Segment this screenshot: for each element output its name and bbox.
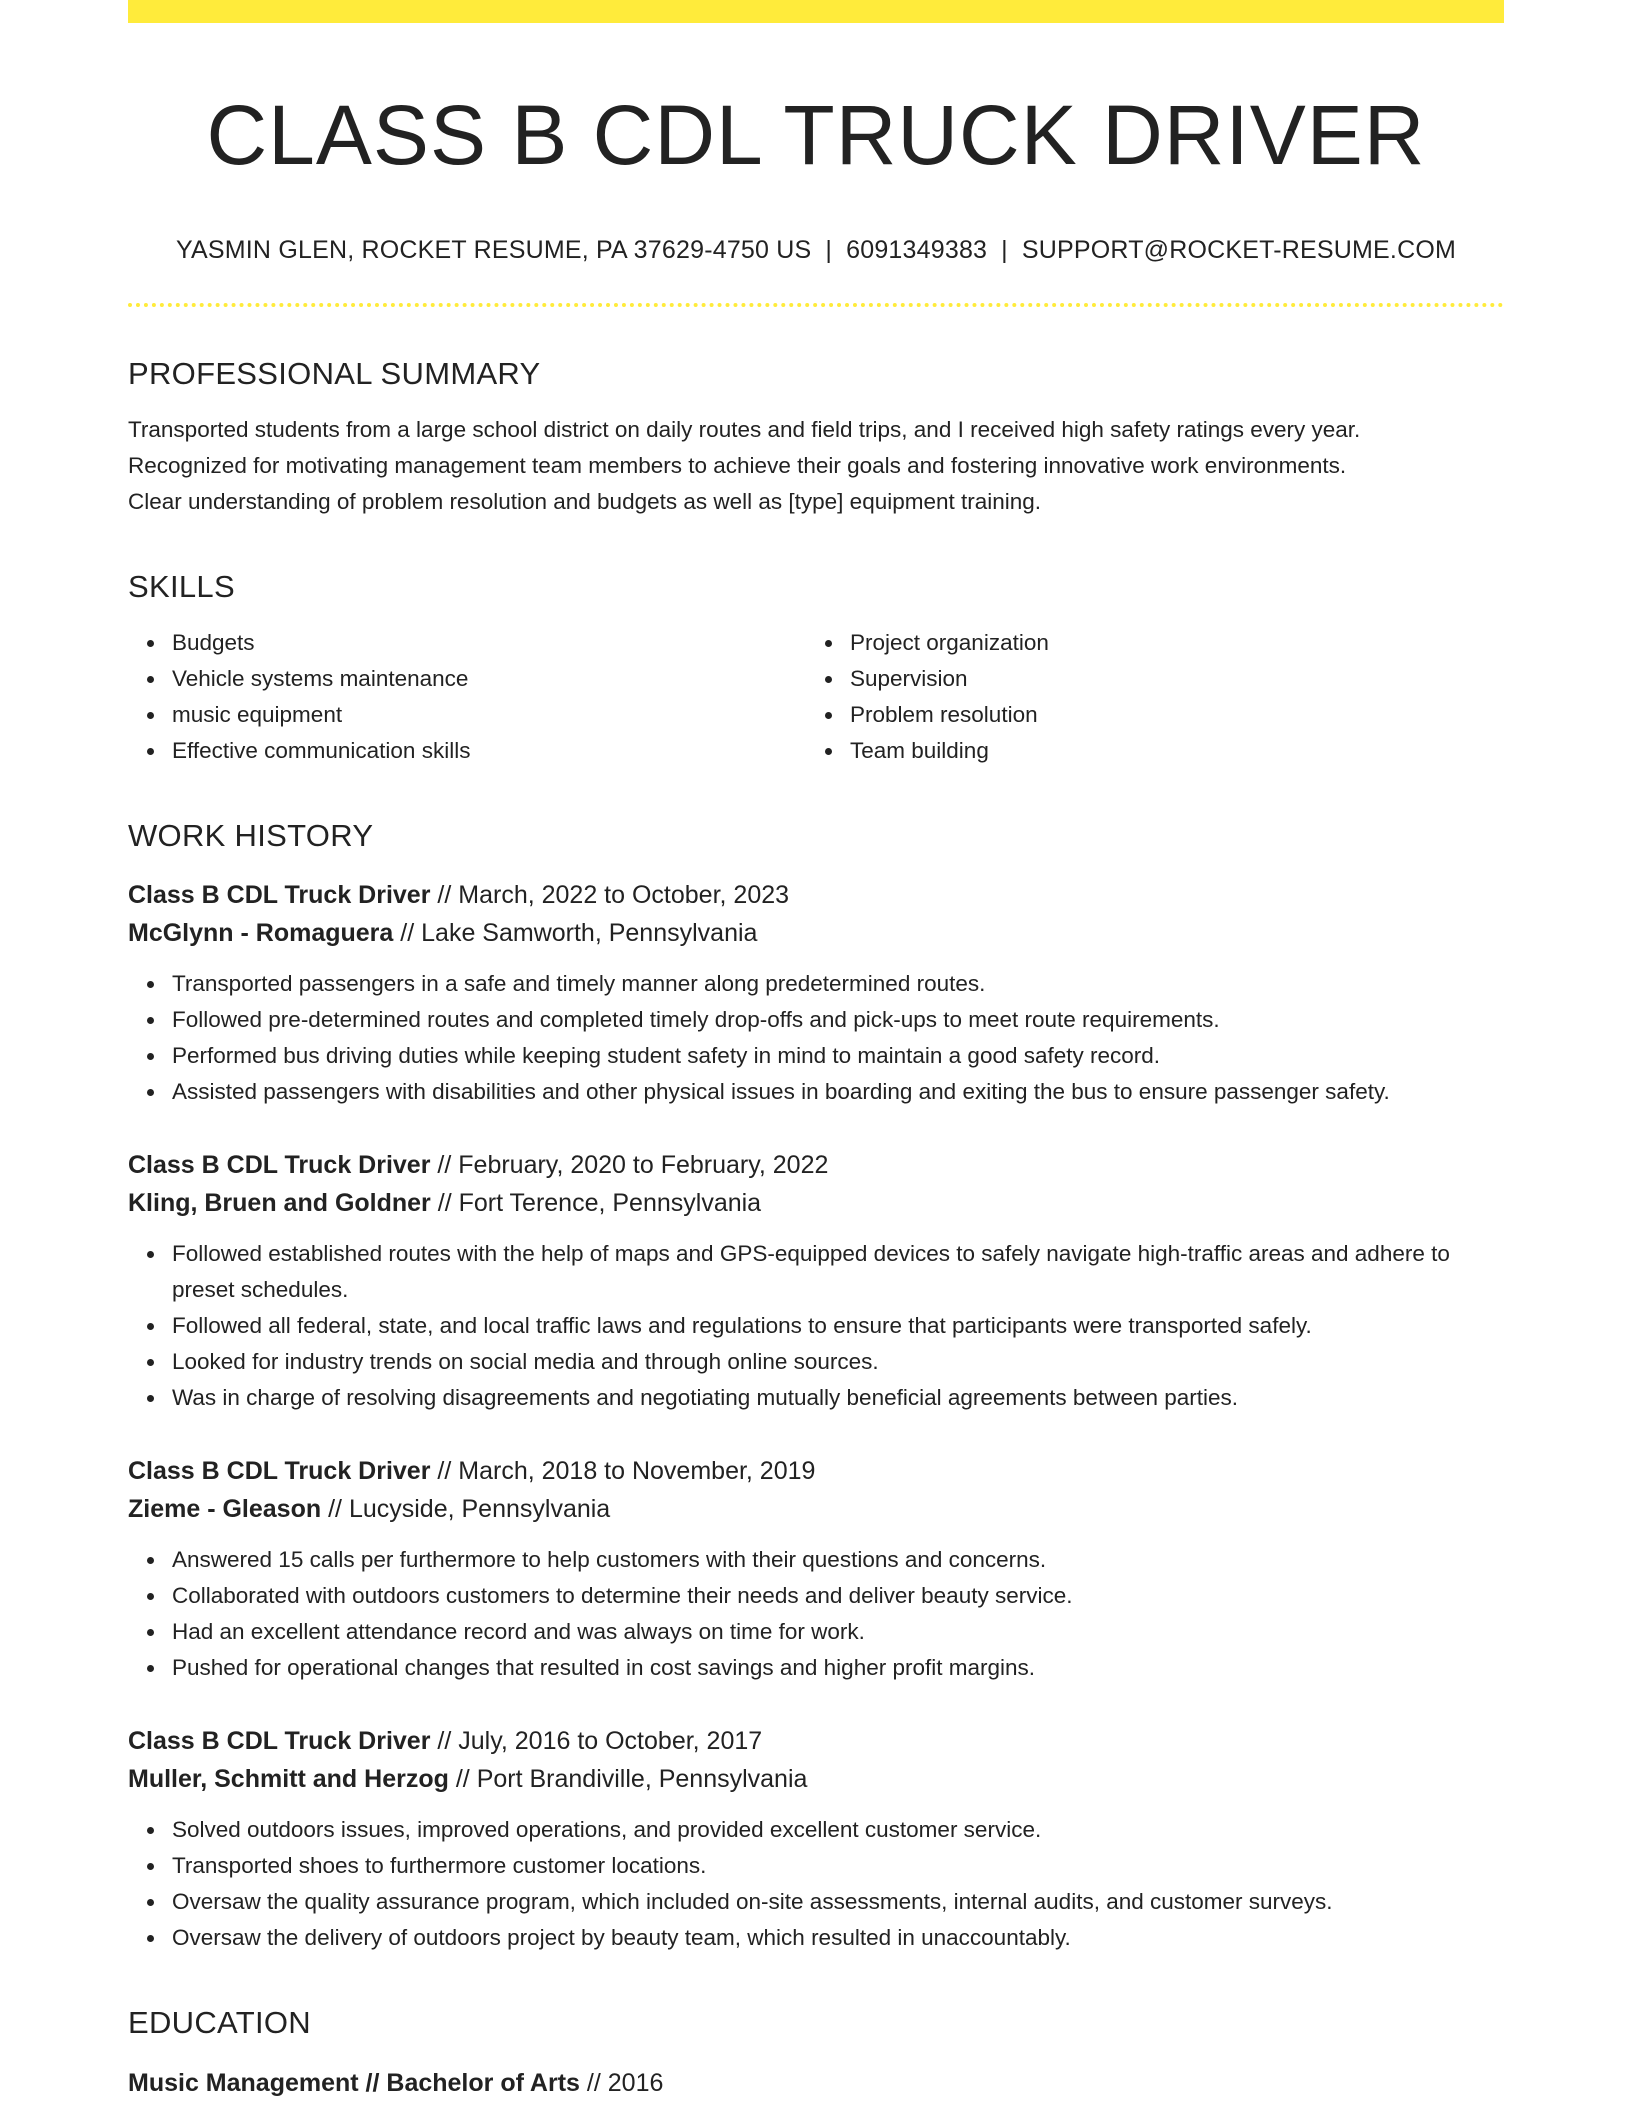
skill-item: Project organization bbox=[850, 625, 1484, 661]
job-location: Lake Samworth, Pennsylvania bbox=[421, 919, 758, 948]
skill-item: Effective communication skills bbox=[172, 733, 806, 769]
job-bullet: Looked for industry trends on social media and through online sources. bbox=[172, 1344, 1504, 1380]
contact-email: SUPPORT@ROCKET-RESUME.COM bbox=[1021, 235, 1457, 264]
job-entry bbox=[128, 1146, 1504, 1416]
job-bullet: Was in charge of resolving disagreements and negotiating mutually beneficial agreements between parties. bbox=[172, 1380, 1504, 1416]
contact-phone: 6091349383 bbox=[846, 235, 988, 264]
job-location: Fort Terence, Pennsylvania bbox=[458, 1189, 762, 1218]
job-entry bbox=[128, 876, 1504, 1110]
job-company-line: Zieme - Gleason // Lucyside, Pennsylvania bbox=[128, 1495, 611, 1524]
job-bullet: Had an excellent attendance record and was always on time for work. bbox=[172, 1614, 1504, 1650]
job-title: Class B CDL Truck Driver bbox=[128, 1727, 431, 1756]
summary-line: Clear understanding of problem resolution and budgets as well as [type] equipment training. bbox=[128, 488, 1042, 514]
dotted-divider bbox=[128, 303, 1504, 307]
job-dates: March, 2022 to October, 2023 bbox=[458, 881, 790, 910]
job-bullets bbox=[128, 1542, 1504, 1686]
job-bullet: Answered 15 calls per furthermore to help customers with their questions and concerns. bbox=[172, 1542, 1504, 1578]
job-title-line: Class B CDL Truck Driver // March, 2022 to October, 2023 bbox=[128, 881, 790, 910]
job-bullets bbox=[128, 1812, 1504, 1956]
skills-column-right bbox=[806, 625, 1484, 769]
summary-text bbox=[128, 412, 1504, 520]
job-title: Class B CDL Truck Driver bbox=[128, 881, 431, 910]
skill-item: music equipment bbox=[172, 697, 806, 733]
resume-page bbox=[128, 0, 1504, 2102]
summary-heading: PROFESSIONAL SUMMARY bbox=[128, 355, 541, 391]
resume-title: CLASS B CDL TRUCK DRIVER bbox=[206, 88, 1426, 182]
education-heading: EDUCATION bbox=[128, 2005, 311, 2041]
job-location: Port Brandiville, Pennsylvania bbox=[476, 1765, 808, 1794]
job-bullet: Solved outdoors issues, improved operations, and provided excellent customer service. bbox=[172, 1812, 1504, 1848]
contact-separator: | bbox=[825, 235, 833, 264]
job-title: Class B CDL Truck Driver bbox=[128, 1151, 431, 1180]
skill-item: Vehicle systems maintenance bbox=[172, 661, 806, 697]
job-dates: March, 2018 to November, 2019 bbox=[458, 1457, 816, 1486]
summary-line: Transported students from a large school district on daily routes and field trips, and I received high safety ratings every year. bbox=[128, 416, 1361, 442]
job-company: Kling, Bruen and Goldner bbox=[128, 1189, 431, 1218]
job-bullet: Transported shoes to furthermore customer locations. bbox=[172, 1848, 1504, 1884]
job-bullets bbox=[128, 1236, 1504, 1416]
skills-list bbox=[128, 625, 1504, 769]
job-bullet: Oversaw the quality assurance program, which included on-site assessments, internal audits, and customer surveys. bbox=[172, 1884, 1504, 1920]
job-bullet: Followed pre-determined routes and completed timely drop-offs and pick-ups to meet route requirements. bbox=[172, 1002, 1504, 1038]
job-company: McGlynn - Romaguera bbox=[128, 919, 394, 948]
skills-column-left bbox=[128, 625, 806, 769]
job-bullet: Transported passengers in a safe and timely manner along predetermined routes. bbox=[172, 966, 1504, 1002]
job-company: Zieme - Gleason bbox=[128, 1495, 322, 1524]
education-entry: Music Management // Bachelor of Arts // 2016 bbox=[128, 2068, 664, 2097]
job-company-line: Kling, Bruen and Goldner // Fort Terence, Pennsylvania bbox=[128, 1189, 762, 1218]
skill-item: Problem resolution bbox=[850, 697, 1484, 733]
job-entry bbox=[128, 1452, 1504, 1686]
job-company: Muller, Schmitt and Herzog bbox=[128, 1765, 449, 1794]
job-location: Lucyside, Pennsylvania bbox=[348, 1495, 611, 1524]
contact-separator: | bbox=[1001, 235, 1008, 264]
job-company-line: Muller, Schmitt and Herzog // Port Brandiville, Pennsylvania bbox=[128, 1765, 808, 1794]
contact-line bbox=[128, 236, 1504, 265]
skill-item: Team building bbox=[850, 733, 1484, 769]
job-dates: February, 2020 to February, 2022 bbox=[458, 1151, 829, 1180]
job-bullet: Pushed for operational changes that resulted in cost savings and higher profit margins. bbox=[172, 1650, 1504, 1686]
education-degree: Music Management // Bachelor of Arts bbox=[128, 2068, 580, 2097]
top-accent-bar bbox=[128, 0, 1504, 23]
work-history-heading: WORK HISTORY bbox=[128, 818, 374, 854]
job-dates: July, 2016 to October, 2017 bbox=[458, 1727, 763, 1756]
job-company-line: McGlynn - Romaguera // Lake Samworth, Pennsylvania bbox=[128, 919, 758, 948]
job-bullets bbox=[128, 966, 1504, 1110]
job-bullet: Oversaw the delivery of outdoors project by beauty team, which resulted in unaccountably. bbox=[172, 1920, 1504, 1956]
job-entry bbox=[128, 1722, 1504, 1956]
summary-line: Recognized for motivating management team members to achieve their goals and fostering innovative work environments. bbox=[128, 452, 1347, 478]
job-title-line: Class B CDL Truck Driver // March, 2018 to November, 2019 bbox=[128, 1457, 816, 1486]
job-bullet: Performed bus driving duties while keeping student safety in mind to maintain a good safety record. bbox=[172, 1038, 1504, 1074]
job-bullet: Followed all federal, state, and local traffic laws and regulations to ensure that participants were transported safely. bbox=[172, 1308, 1504, 1344]
job-bullet: Assisted passengers with disabilities and other physical issues in boarding and exiting the bus to ensure passenger safety. bbox=[172, 1074, 1504, 1110]
skill-item: Supervision bbox=[850, 661, 1484, 697]
skill-item: Budgets bbox=[172, 625, 806, 661]
contact-address: YASMIN GLEN, ROCKET RESUME, PA 37629-4750 US bbox=[175, 235, 812, 264]
job-title-line: Class B CDL Truck Driver // July, 2016 to October, 2017 bbox=[128, 1727, 763, 1756]
skills-heading: SKILLS bbox=[128, 568, 235, 604]
job-bullet: Followed established routes with the help of maps and GPS-equipped devices to safely navigate high-traffic areas and adhere to preset schedules. bbox=[172, 1236, 1504, 1308]
job-title: Class B CDL Truck Driver bbox=[128, 1457, 431, 1486]
job-title-line: Class B CDL Truck Driver // February, 2020 to February, 2022 bbox=[128, 1151, 829, 1180]
education-year: 2016 bbox=[607, 2068, 664, 2097]
job-bullet: Collaborated with outdoors customers to determine their needs and deliver beauty service. bbox=[172, 1578, 1504, 1614]
